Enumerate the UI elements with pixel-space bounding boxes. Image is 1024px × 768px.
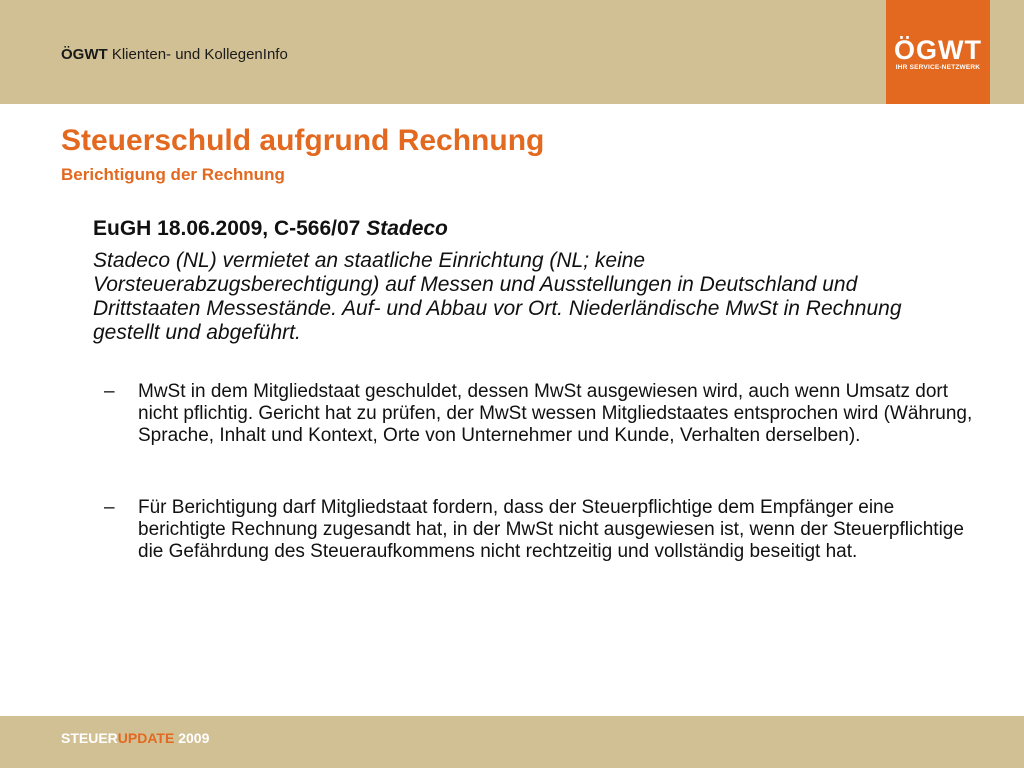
footer-steuer: STEUER bbox=[61, 730, 118, 746]
header-info: Klienten- und KollegenInfo bbox=[111, 46, 288, 63]
bullet-text: MwSt in dem Mitgliedstaat geschuldet, dessen MwSt ausgewiesen wird, auch wenn Umsatz dort nicht pflichtig. Gericht hat zu prüfen, der MwSt wessen Mitgliedstaates entsprochen wird (Währung, Sprache, Inhalt und Kontext, Orte von Unternehmer und Kunde, Verhalten derselben). bbox=[138, 381, 973, 446]
case-description: Stadeco (NL) vermietet an staatliche Einrichtung (NL; keine Vorsteuerabzugsberechtigung) auf Messen und Ausstellungen in Deutschland und Drittstaaten Messestände. Auf- und Abbau vor Ort. Niederländische MwSt in Rechnung gestellt und abgeführt. bbox=[93, 249, 902, 344]
footer-year: 2009 bbox=[178, 730, 210, 746]
oegwt-logo bbox=[886, 0, 990, 104]
slide-title: Steuerschuld aufgrund Rechnung bbox=[61, 124, 545, 157]
bullet-dash: – bbox=[104, 381, 115, 402]
slide-subtitle: Berichtigung der Rechnung bbox=[61, 165, 285, 184]
logo-wordmark: ÖGWT bbox=[894, 35, 982, 65]
footer-update: UPDATE bbox=[117, 730, 175, 746]
header-text bbox=[61, 46, 288, 63]
logo-tagline: IHR SERVICE-NETZWERK bbox=[895, 64, 981, 71]
footer-label bbox=[61, 730, 209, 746]
bullet-dash: – bbox=[104, 497, 115, 518]
header-brand: ÖGWT bbox=[61, 46, 108, 63]
case-name: Stadeco bbox=[366, 217, 448, 240]
footer-band bbox=[0, 716, 1024, 768]
bullet-text: Für Berichtigung darf Mitgliedstaat fordern, dass der Steuerpflichtige dem Empfänger eine berichtigte Rechnung zugesandt hat, in der MwSt nicht ausgewiesen ist, wenn der Steuerpflichtige die Gefährdung des Steueraufkommens nicht rechtzeitig und vollständig beseitigt hat. bbox=[138, 497, 964, 562]
case-reference: EuGH 18.06.2009, C-566/07 bbox=[93, 217, 361, 240]
header-band bbox=[0, 0, 1024, 104]
case-heading bbox=[93, 217, 448, 241]
